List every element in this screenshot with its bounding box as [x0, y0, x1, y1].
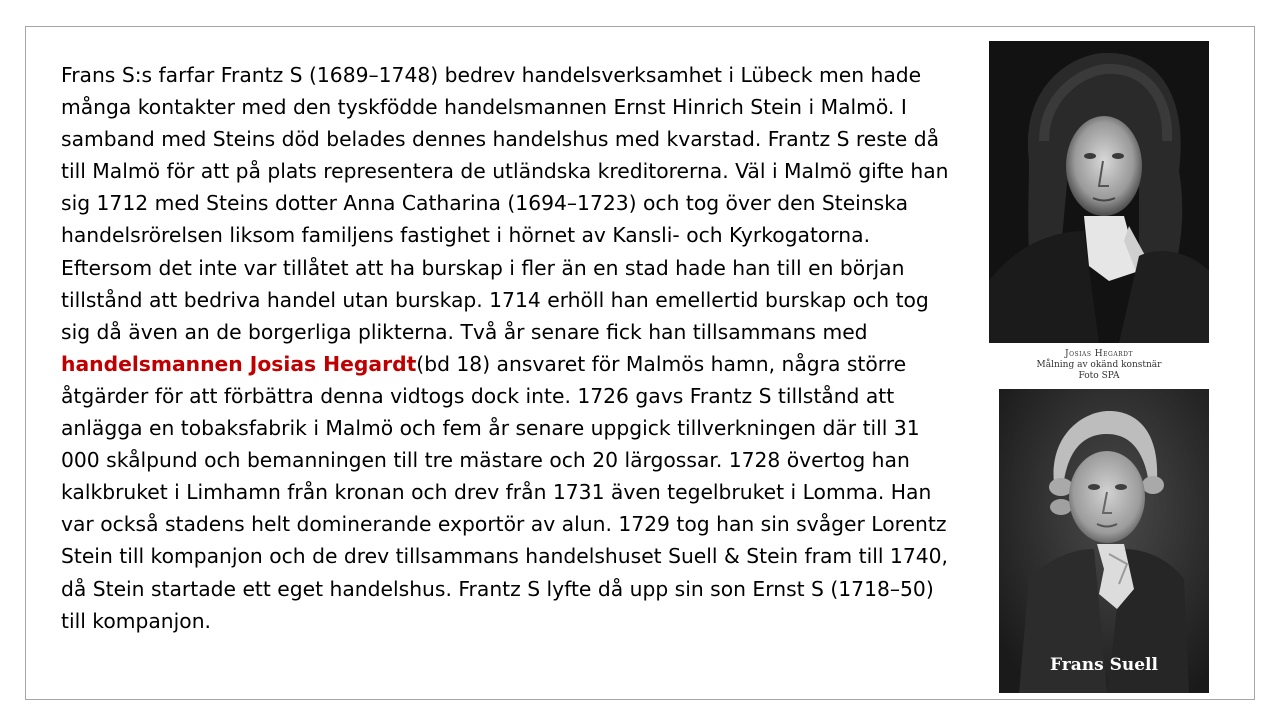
paragraph-text-before: Frans S:s farfar Frantz S (1689–1748) bedrev handelsverksamhet i Lübeck men hade många kontakter med den tyskfödde handelsmannen Ernst Hinrich Stein i Malmö. I samband med Steins död belades dennes handelshus med kvarstad. Frantz S reste då till Malmö för att på plats representera de utländska kreditorerna. Väl i Malmö gifte han sig 1712 med Steins dotter Anna Catharina (1694–1723) och tog över den Steinska handelsrörelsen liksom familjens fastighet i hörnet av Kansli- och Kyrkogatorna. Eftersom det inte var tillåtet att ha burskap i fler än en stad hade han till en början tillstånd att bedriva handel utan burskap. 1714 erhöll han emellertid burskap och tog sig då även an de borgerliga plikterna. Två år senare fick han tillsammans med: [61, 63, 949, 344]
portrait-frans-suell: [999, 389, 1209, 693]
caption-name: Josias Hegardt: [1065, 349, 1133, 359]
portrait-josias-hegardt: [989, 41, 1209, 343]
suell-name-label: Frans Suell: [1050, 655, 1158, 675]
suell-portrait-image: [999, 389, 1209, 693]
hegardt-link[interactable]: handelsmannen Josias Hegardt: [61, 351, 417, 376]
hegardt-portrait-image: [989, 41, 1209, 343]
caption-line-painting: Målning av okänd konstnär: [1036, 360, 1162, 370]
hegardt-caption: [989, 349, 1209, 382]
caption-line-photo: Foto SPA: [1078, 371, 1120, 381]
body-paragraph: [61, 59, 951, 637]
paragraph-text-after: (bd 18) ansvaret för Malmös hamn, några större åtgärder för att förbättra denna vidtogs dock inte. 1726 gavs Frantz S tillstånd att anlägga en tobaksfabrik i Malmö och fem år senare uppgick tillverkningen där till 31 000 skålpund och bemanningen till tre mästare och 20 lärgossar. 1728 övertog han kalkbruket i Limhamn från kronan och drev från 1731 även tegelbruket i Lomma. Han var också stadens helt dominerande exportör av alun. 1729 tog han sin svåger Lorentz Stein till kompanjon och de drev tillsammans handelshuset Suell & Stein fram till 1740, då Stein startade ett eget handelshus. Frantz S lyfte då upp sin son Ernst S (1718–50) till kompanjon.: [61, 351, 948, 633]
